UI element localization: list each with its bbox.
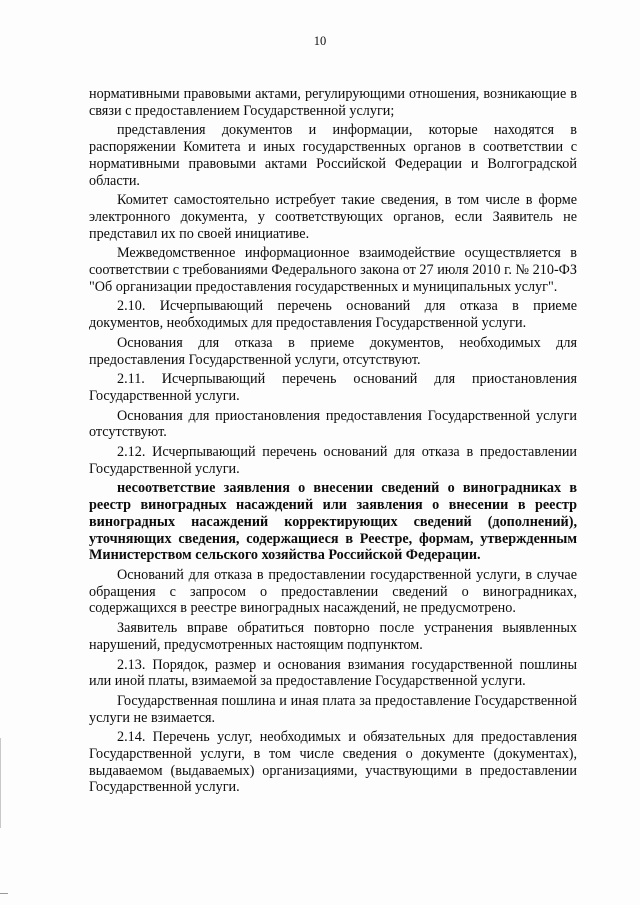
paragraph-6: Основания для отказа в приеме документов, необходимых для предоставления Государственной услуги, отсутствуют.	[89, 334, 577, 368]
paragraph-12: Заявитель вправе обратиться повторно после устранения выявленных нарушений, предусмотренных настоящим подпунктом.	[89, 620, 577, 653]
page-number: 10	[313, 34, 327, 48]
paragraph-3: Комитет самостоятельно истребует такие сведения, в том числе в форме электронного документа, у соответствующих органов, если Заявитель не представил их по своей инициативе.	[89, 192, 577, 242]
paragraph-11: Оснований для отказа в предоставлении государственной услуги, в случае обращения с запросом о предоставлении сведений о виноградниках, содержащихся в реестре виноградных насаждений, не предусмотрено.	[89, 566, 577, 617]
scan-margin-line	[0, 738, 1, 828]
paragraph-4: Межведомственное информационное взаимодействие осуществляется в соответствии с требованиями Федерального закона от 27 июля 2010 г. № 210-ФЗ "Об организации предоставления государственных и муниципальных услуг".	[89, 245, 577, 295]
paragraph-10: несоответствие заявления о внесении сведений о виноградниках в реестр виноградных насаждений или заявления о внесении в реестр виноградных насаждений корректирующих сведений (дополнений), уточняющих сведения, содержащиеся в Реестре, формам, утвержденным Министерством сельского хозяйства Российской Федерации.	[89, 480, 577, 564]
paragraph-2: представления документов и информации, которые находятся в распоряжении Комитета и иных государственных органов в соответствии с нормативными правовыми актами Российской Федерации и Волгоградской области.	[89, 122, 577, 189]
paragraph-1: нормативными правовыми актами, регулирующими отношения, возникающие в связи с предоставлением Государственной услуги;	[89, 86, 577, 119]
section-2-10-heading: 2.10. Исчерпывающий перечень оснований для отказа в приеме документов, необходимых для предоставления Государственной услуги.	[89, 298, 577, 332]
paragraph-14: Государственная пошлина и иная плата за предоставление Государственной услуги не взимается.	[89, 692, 577, 726]
section-2-12-heading: 2.12. Исчерпывающий перечень оснований для отказа в предоставлении Государственной услуги.	[89, 444, 577, 477]
section-2-14-heading: 2.14. Перечень услуг, необходимых и обязательных для предоставления Государственной услуги, в том числе сведения о документе (документах), выдаваемом (выдаваемых) организациями, участвующими в предоставлении Государственной услуги.	[89, 729, 577, 796]
section-2-11-heading: 2.11. Исчерпывающий перечень оснований для приостановления Государственной услуги.	[89, 371, 577, 404]
paragraph-8: Основания для приостановления предоставления Государственной услуги отсутствуют.	[89, 407, 577, 441]
document-body	[89, 86, 577, 799]
scan-edge-mark	[0, 893, 8, 894]
section-2-13-heading: 2.13. Порядок, размер и основания взимания государственной пошлины или иной платы, взимаемой за предоставление Государственной услуги.	[89, 656, 577, 690]
